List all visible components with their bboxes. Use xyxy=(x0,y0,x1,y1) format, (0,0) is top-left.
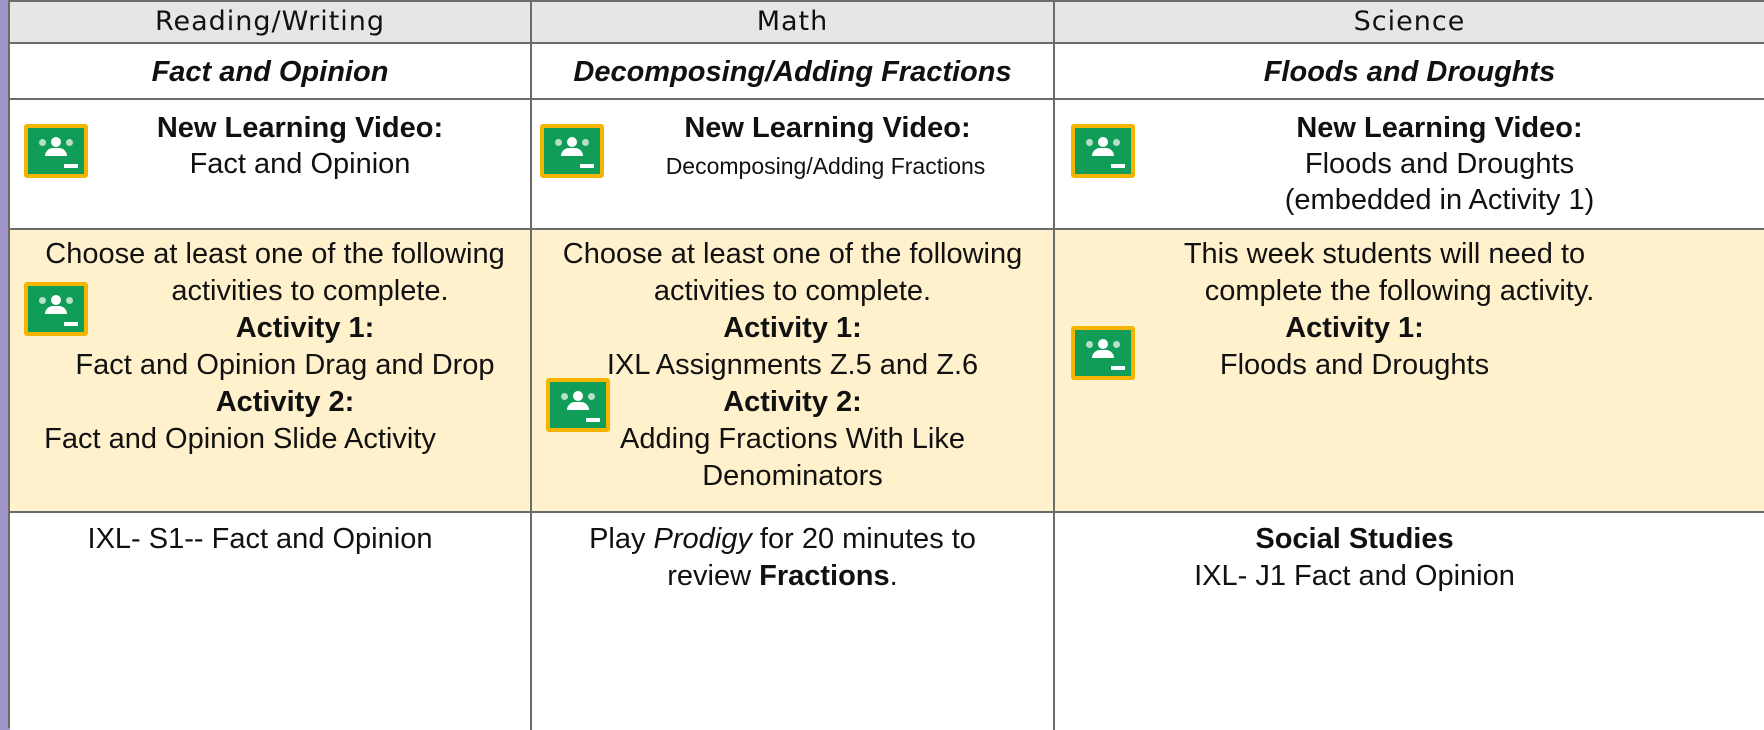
activities-cell-math xyxy=(532,230,1055,513)
ixl-link-social-studies[interactable]: IXL- J1 Fact and Opinion xyxy=(1194,560,1515,592)
video-cell-math xyxy=(532,100,1055,230)
activity-2-label: Activity 2: xyxy=(723,386,862,418)
activity-1-label: Activity 1: xyxy=(235,312,375,344)
google-classroom-icon[interactable] xyxy=(540,124,604,178)
google-classroom-icon[interactable] xyxy=(1071,124,1135,178)
prodigy-topic: Fractions xyxy=(759,560,890,592)
prodigy-topic-post: . xyxy=(889,560,898,592)
ixl-link-reading[interactable]: IXL- S1-- Fact and Opinion xyxy=(87,523,433,555)
prodigy-topic-line xyxy=(532,558,1033,594)
video-row xyxy=(10,100,1764,230)
activity-1-link[interactable]: IXL Assignments Z.5 and Z.6 xyxy=(606,349,979,381)
extra-cell-science xyxy=(1055,513,1764,730)
activities-cell-reading xyxy=(10,230,532,513)
google-classroom-icon[interactable] xyxy=(24,124,88,178)
header-science: Science xyxy=(1055,2,1764,44)
topic-reading: Fact and Opinion xyxy=(10,44,532,100)
prodigy-instruction-post: for 20 minutes to xyxy=(751,523,976,555)
activities-intro: activities to complete. xyxy=(171,275,449,307)
activity-2-label: Activity 2: xyxy=(215,386,355,418)
social-studies-heading: Social Studies xyxy=(1255,523,1454,555)
extra-cell-reading xyxy=(10,513,532,730)
video-cell-science xyxy=(1055,100,1764,230)
topic-science: Floods and Droughts xyxy=(1055,44,1764,100)
prodigy-link[interactable]: Prodigy xyxy=(653,523,752,555)
activity-1-link[interactable]: Floods and Droughts xyxy=(1219,349,1490,381)
prodigy-topic-pre: review xyxy=(667,560,760,592)
video-heading: New Learning Video: xyxy=(1296,112,1583,144)
video-cell-reading xyxy=(10,100,532,230)
activities-intro: Choose at least one of the following xyxy=(45,238,505,270)
header-reading-writing: Reading/Writing xyxy=(10,2,532,44)
video-note-science: (embedded in Activity 1) xyxy=(1284,184,1595,216)
activity-2-link-cont[interactable]: Denominators xyxy=(702,460,883,492)
extra-practice-row xyxy=(10,513,1764,730)
header-row xyxy=(10,2,1764,44)
activity-1-link[interactable]: Fact and Opinion Drag and Drop xyxy=(75,349,495,381)
video-link-math[interactable]: Decomposing/Adding Fractions xyxy=(665,153,986,179)
extra-cell-math xyxy=(532,513,1055,730)
video-heading: New Learning Video: xyxy=(684,112,971,144)
video-heading: New Learning Video: xyxy=(156,112,444,144)
activity-2-link[interactable]: Fact and Opinion Slide Activity xyxy=(44,423,436,455)
topic-math: Decomposing/Adding Fractions xyxy=(532,44,1055,100)
header-math: Math xyxy=(532,2,1055,44)
video-link-science[interactable]: Floods and Droughts xyxy=(1304,148,1575,180)
activities-intro: complete the following activity. xyxy=(1204,275,1595,307)
activity-1-label: Activity 1: xyxy=(723,312,862,344)
topic-row xyxy=(10,44,1764,100)
activities-row xyxy=(10,230,1764,513)
activities-intro: activities to complete. xyxy=(653,275,932,307)
google-classroom-icon[interactable] xyxy=(24,282,88,336)
activities-intro: Choose at least one of the following xyxy=(562,238,1023,270)
activity-1-label: Activity 1: xyxy=(1285,312,1424,344)
prodigy-instruction-pre: Play xyxy=(589,523,654,555)
weekly-schedule-table xyxy=(8,0,1764,728)
activity-2-link[interactable]: Adding Fractions With Like xyxy=(620,423,965,455)
video-link-reading[interactable]: Fact and Opinion xyxy=(189,148,411,180)
prodigy-instruction xyxy=(532,521,1033,557)
activities-intro: This week students will need to xyxy=(1183,238,1586,270)
activities-cell-science xyxy=(1055,230,1764,513)
